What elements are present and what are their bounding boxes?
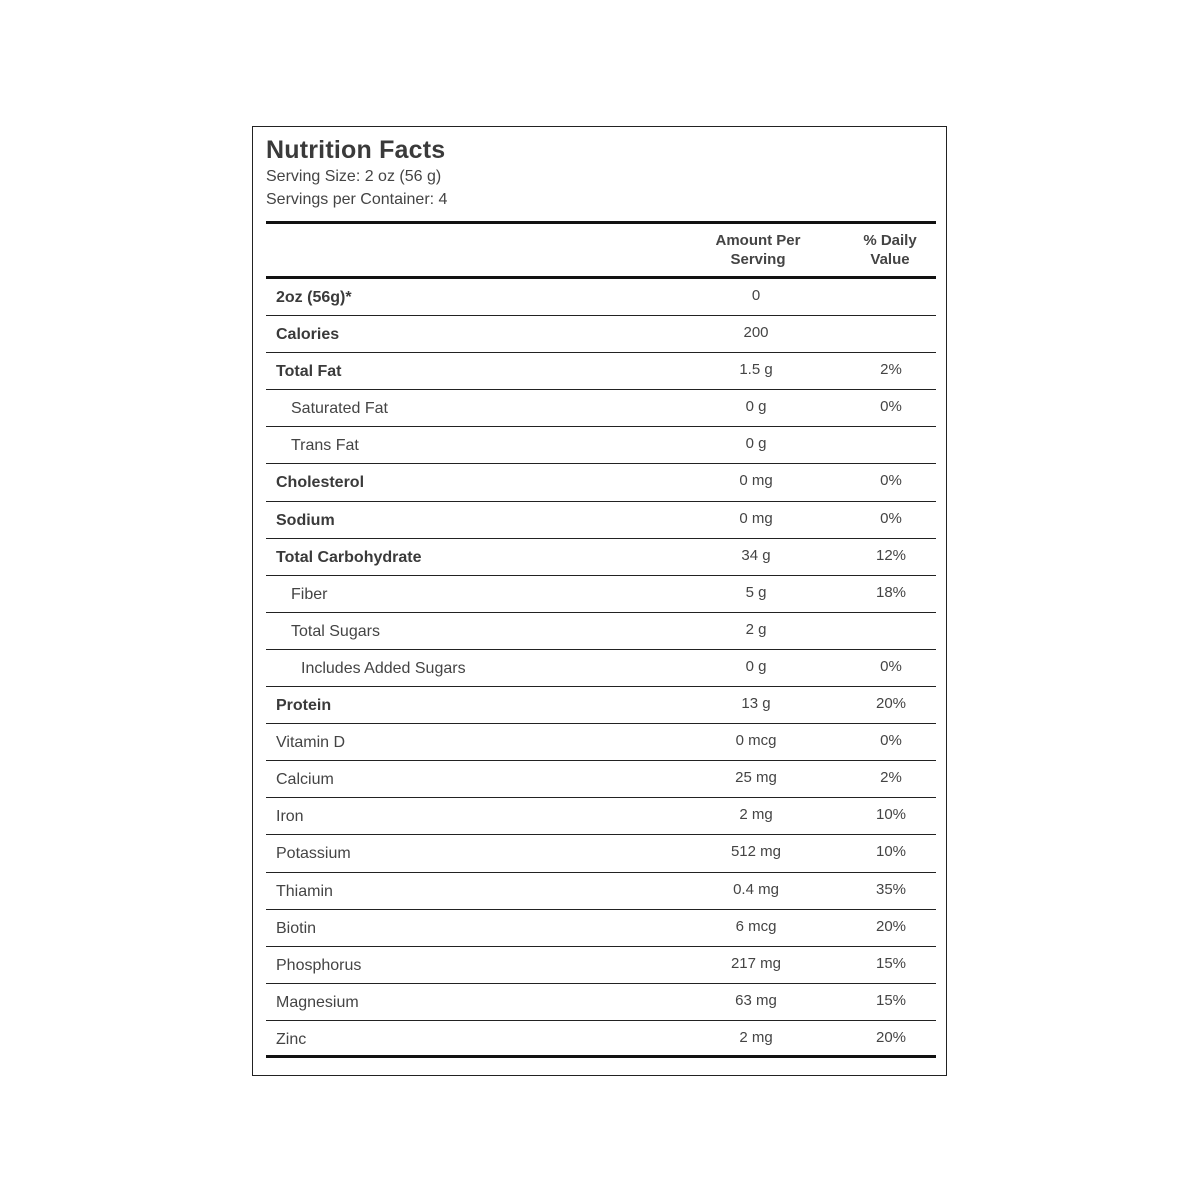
serving-size: Serving Size: 2 oz (56 g)	[266, 168, 442, 185]
nutrient-name: Trans Fat	[291, 437, 359, 455]
nutrition-facts-label	[252, 126, 947, 1076]
nutrient-daily-value: 35%	[875, 880, 907, 898]
nutrient-name: Phosphorus	[276, 956, 362, 974]
nutrient-row	[266, 910, 936, 947]
nutrient-row	[266, 984, 936, 1021]
label-header	[266, 135, 936, 211]
nutrient-row	[266, 687, 936, 724]
nutrient-row	[266, 873, 936, 910]
nutrient-row	[266, 650, 936, 687]
nutrient-amount: 2 mg	[739, 806, 773, 824]
amount-header-line1: Amount Per	[715, 232, 801, 249]
nutrient-daily-value: 0%	[880, 657, 902, 675]
nutrient-amount: 1.5 g	[739, 361, 773, 379]
nutrient-name: Cholesterol	[276, 474, 365, 492]
nutrient-amount: 0 g	[745, 435, 767, 453]
nutrient-name: Biotin	[276, 919, 317, 937]
nutrient-table	[266, 279, 936, 1058]
nutrient-name: Iron	[276, 808, 304, 826]
dv-header-line2: Value	[870, 251, 910, 268]
nutrient-name: Saturated Fat	[291, 400, 388, 418]
nutrient-name: 2oz (56g)*	[276, 289, 352, 306]
nutrient-amount: 200	[743, 324, 769, 342]
nutrient-name: Calories	[276, 326, 340, 344]
nutrient-daily-value: 0%	[880, 398, 902, 416]
nutrient-daily-value: 20%	[875, 695, 907, 713]
nutrient-row	[266, 502, 936, 539]
nutrient-amount: 25 mg	[735, 769, 777, 787]
nutrient-daily-value: 10%	[875, 843, 907, 861]
amount-per-serving-header	[683, 231, 833, 269]
nutrient-name: Total Carbohydrate	[276, 548, 422, 566]
header-divider	[266, 221, 936, 224]
nutrient-name: Calcium	[276, 771, 334, 789]
nutrient-name: Total Fat	[276, 363, 342, 381]
nutrient-row	[266, 539, 936, 576]
nutrient-amount: 0.4 mg	[733, 880, 779, 898]
nutrient-amount: 5 g	[745, 583, 767, 601]
nutrient-daily-value: 10%	[875, 806, 907, 824]
nutrient-row	[266, 464, 936, 501]
nutrient-row	[266, 798, 936, 835]
nutrient-daily-value: 0%	[880, 472, 902, 490]
label-title: Nutrition Facts	[266, 136, 446, 164]
nutrient-row	[266, 353, 936, 390]
nutrient-name: Vitamin D	[276, 734, 346, 752]
nutrient-row	[266, 427, 936, 464]
nutrient-daily-value: 12%	[875, 546, 907, 564]
nutrient-row	[266, 279, 936, 316]
dv-header-line1: % Daily	[863, 232, 917, 249]
nutrient-amount: 512 mg	[730, 843, 782, 861]
nutrient-row	[266, 1021, 936, 1058]
nutrient-amount: 0 g	[745, 657, 767, 675]
nutrient-row	[266, 390, 936, 427]
nutrient-amount: 2 g	[745, 620, 767, 638]
nutrient-row	[266, 316, 936, 353]
nutrient-amount: 0 g	[745, 398, 767, 416]
nutrient-daily-value: 20%	[875, 917, 907, 935]
nutrient-daily-value: 15%	[875, 954, 907, 972]
amount-header-line2: Serving	[730, 251, 786, 268]
nutrient-row	[266, 835, 936, 872]
nutrient-daily-value: 2%	[880, 769, 902, 787]
nutrient-name: Fiber	[291, 585, 328, 603]
nutrient-amount: 63 mg	[735, 991, 777, 1009]
nutrient-name: Potassium	[276, 845, 351, 863]
nutrient-amount: 34 g	[741, 546, 771, 564]
nutrient-daily-value: 0%	[880, 509, 902, 527]
nutrient-amount: 0 mg	[739, 509, 773, 527]
nutrient-amount: 2 mg	[739, 1028, 773, 1046]
servings-per-container: Servings per Container: 4	[266, 191, 448, 208]
nutrient-row	[266, 576, 936, 613]
nutrient-name: Protein	[276, 697, 332, 715]
nutrient-name: Sodium	[276, 511, 335, 529]
nutrient-daily-value: 18%	[875, 583, 907, 601]
nutrient-name: Magnesium	[276, 993, 359, 1011]
nutrient-row	[266, 761, 936, 798]
nutrient-amount: 13 g	[741, 695, 771, 713]
nutrient-amount: 217 mg	[730, 954, 782, 972]
nutrient-amount: 0 mcg	[735, 732, 777, 750]
nutrient-row	[266, 613, 936, 650]
nutrient-daily-value: 20%	[875, 1028, 907, 1046]
nutrient-daily-value: 15%	[875, 991, 907, 1009]
nutrient-daily-value: 2%	[880, 361, 902, 379]
nutrient-row	[266, 724, 936, 761]
nutrient-amount: 0 mg	[739, 472, 773, 490]
nutrient-name: Includes Added Sugars	[301, 659, 466, 677]
nutrient-name: Thiamin	[276, 882, 333, 900]
nutrient-row	[266, 947, 936, 984]
nutrient-name: Total Sugars	[291, 622, 380, 640]
nutrient-amount: 0	[751, 287, 761, 304]
daily-value-header	[840, 231, 940, 269]
nutrient-name: Zinc	[276, 1030, 307, 1048]
nutrient-amount: 6 mcg	[735, 917, 777, 935]
nutrient-daily-value: 0%	[880, 732, 902, 750]
